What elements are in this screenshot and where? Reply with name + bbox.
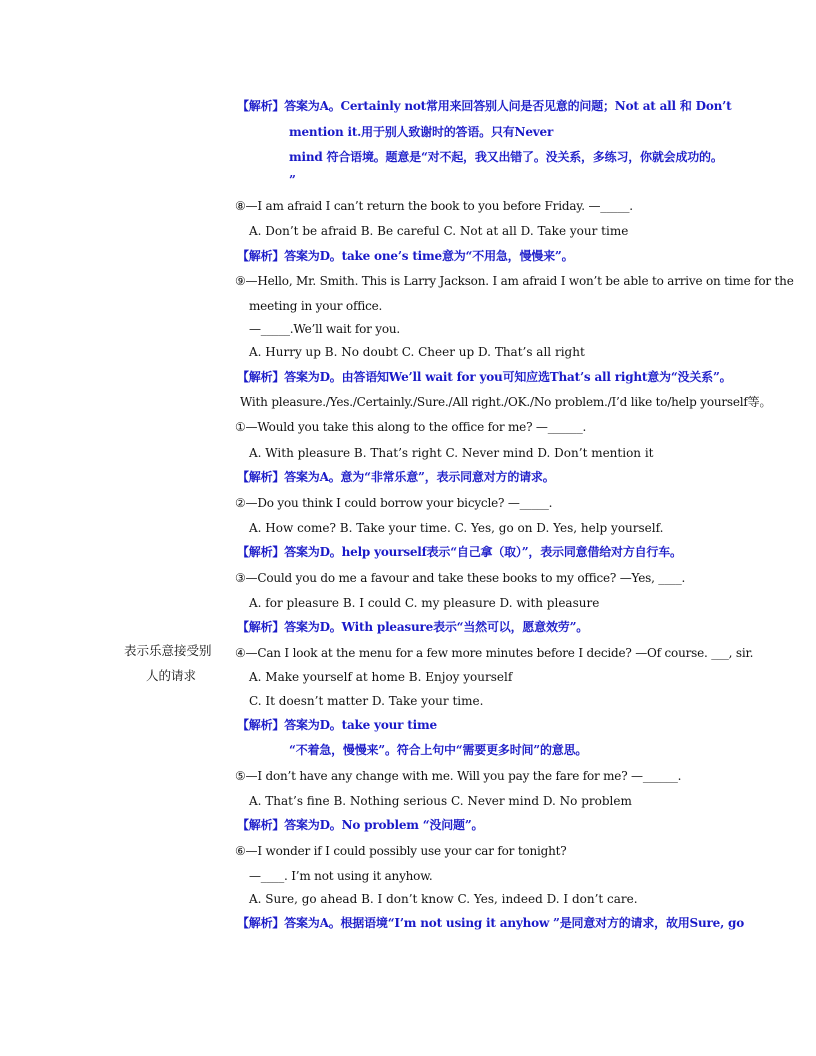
question-line: ③—Could you do me a favour and take these books to my office? —Yes, ____. <box>235 571 686 585</box>
question-line: ⑨—Hello, Mr. Smith. This is Larry Jackson. I am afraid I won’t be able to arrive on time for the <box>235 274 794 288</box>
question-line: ②—Do you think I could borrow your bicycle? —_____. <box>235 496 553 510</box>
answer-explanation-line: 【解析】答案为D。With pleasure表示“当然可以，愿意效劳”。 <box>237 620 589 634</box>
options-line: A. Hurry up B. No doubt C. Cheer up D. That’s all right <box>249 345 585 359</box>
answer-explanation-line: 【解析】答案为D。由答语知We’ll wait for you可知应选That’s all right意为“没关系”。 <box>237 370 732 384</box>
answer-explanation-line: “不着急，慢慢来”。符合上句中“需要更多时间”的意思。 <box>289 743 588 757</box>
answer-explanation-line: 【解析】答案为A。根据语境“I’m not using it anyhow ”是同意对方的请求，故用Sure, go <box>237 916 745 930</box>
options-line: A. Don’t be afraid B. Be careful C. Not at all D. Take your time <box>249 224 629 238</box>
answer-explanation-line: 【解析】答案为D。help yourself表示“自己拿（取）”，表示同意借给对方自行车。 <box>237 545 682 559</box>
question-line: —____. I’m not using it anyhow. <box>249 869 433 883</box>
options-line: A. That’s fine B. Nothing serious C. Never mind D. No problem <box>249 794 632 808</box>
question-line: meeting in your office. <box>249 299 383 313</box>
question-line: ⑧—I am afraid I can’t return the book to you before Friday. —_____. <box>235 199 633 213</box>
options-line: A. Sure, go ahead B. I don’t know C. Yes, indeed D. I don’t care. <box>249 892 638 906</box>
question-line: ⑤—I don’t have any change with me. Will you pay the fare for me? —______. <box>235 769 682 783</box>
answer-explanation-line: 【解析】答案为D。take your time <box>237 718 437 732</box>
section-label-line-1: 表示乐意接受别 <box>124 643 212 658</box>
options-line: A. for pleasure B. I could C. my pleasure D. with pleasure <box>249 596 600 610</box>
question-line: ⑥—I wonder if I could possibly use your car for tonight? <box>235 844 567 858</box>
answer-explanation-line: 【解析】答案为A。Certainly not常用来回答别人问是否见意的问题；Not at all 和 Don’t <box>237 99 732 113</box>
question-line: With pleasure./Yes./Certainly./Sure./All right./OK./No problem./I’d like to/help yourself等。 <box>240 395 772 409</box>
options-line: A. With pleasure B. That’s right C. Never mind D. Don’t mention it <box>249 446 654 460</box>
answer-explanation-line: ” <box>289 173 296 187</box>
section-label-line-2: 人的请求 <box>146 668 197 683</box>
question-line: —_____.We’ll wait for you. <box>249 322 401 336</box>
answer-explanation-line: mention it.用于别人致谢时的答语。只有Never <box>289 125 554 139</box>
options-line: A. How come? B. Take your time. C. Yes, go on D. Yes, help yourself. <box>249 521 664 535</box>
answer-explanation-line: 【解析】答案为A。意为“非常乐意”，表示同意对方的请求。 <box>237 470 555 484</box>
answer-explanation-line: 【解析】答案为D。No problem “没问题”。 <box>237 818 484 832</box>
options-line: A. Make yourself at home B. Enjoy yourself <box>249 670 513 684</box>
answer-explanation-line: mind 符合语境。题意是“对不起，我又出错了。没关系，多练习，你就会成功的。 <box>289 150 723 164</box>
question-line: ①—Would you take this along to the office for me? —______. <box>235 420 587 434</box>
question-line: ④—Can I look at the menu for a few more minutes before I decide? —Of course. ___, sir. <box>235 646 754 660</box>
options-line: C. It doesn’t matter D. Take your time. <box>249 694 484 708</box>
answer-explanation-line: 【解析】答案为D。take one’s time意为“不用急，慢慢来”。 <box>237 249 574 263</box>
